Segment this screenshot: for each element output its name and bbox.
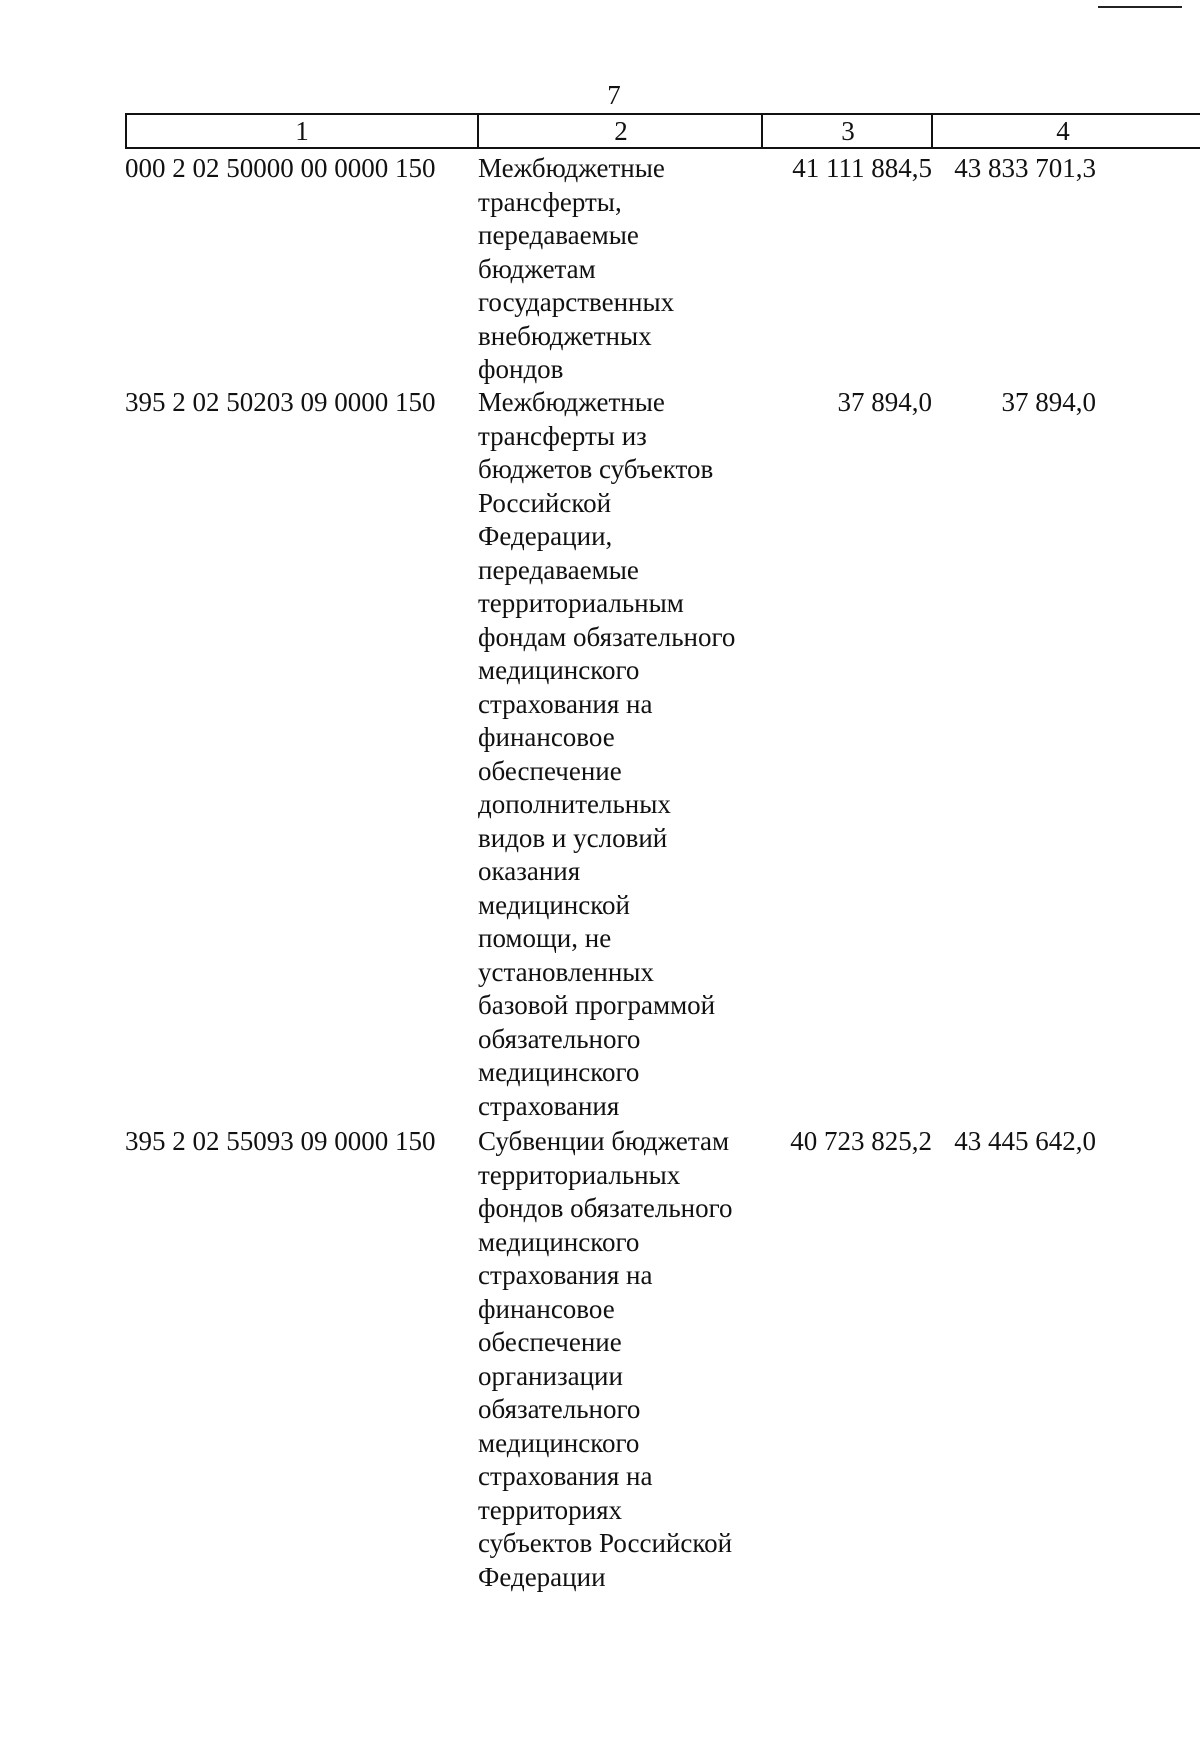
amount-col-4: 37 894,0 [1001, 387, 1096, 417]
table-header-col-2: 2 [477, 115, 763, 147]
revenue-description: Субвенции бюджетам территориальных фондов обязательного медицинского страхования на финансовое обеспечение организации обязательного медицинского страхования на территориях субъектов Российской Федерации [478, 1126, 733, 1592]
page-number: 7 [607, 80, 621, 110]
revenue-description: Межбюджетные трансферты, передаваемые бюджетам государственных внебюджетных фондов [478, 153, 675, 384]
scan-corner-mark [1098, 6, 1182, 8]
table-header-col-4: 4 [931, 115, 1193, 147]
budget-classification-code: 395 2 02 50203 09 0000 150 [125, 387, 436, 417]
budget-classification-code: 000 2 02 50000 00 0000 150 [125, 153, 436, 183]
budget-classification-code: 395 2 02 55093 09 0000 150 [125, 1126, 436, 1156]
revenue-description: Межбюджетные трансферты из бюджетов субъектов Российской Федерации, передаваемые территориальным фондам обязательного медицинского страхования на финансовое обеспечение дополнительных видов и условий оказания медицинской помощи, не установленных базовой программой обязательного медицинского страхования [478, 387, 736, 1121]
table-header-col-1: 1 [295, 116, 309, 146]
table-header-col-3: 3 [761, 115, 933, 147]
amount-col-3: 41 111 884,5 [792, 153, 932, 183]
amount-col-3: 37 894,0 [837, 387, 932, 417]
amount-col-4: 43 833 701,3 [954, 153, 1096, 183]
amount-col-4: 43 445 642,0 [954, 1126, 1096, 1156]
table-header-row [125, 113, 1200, 149]
amount-col-3: 40 723 825,2 [790, 1126, 932, 1156]
